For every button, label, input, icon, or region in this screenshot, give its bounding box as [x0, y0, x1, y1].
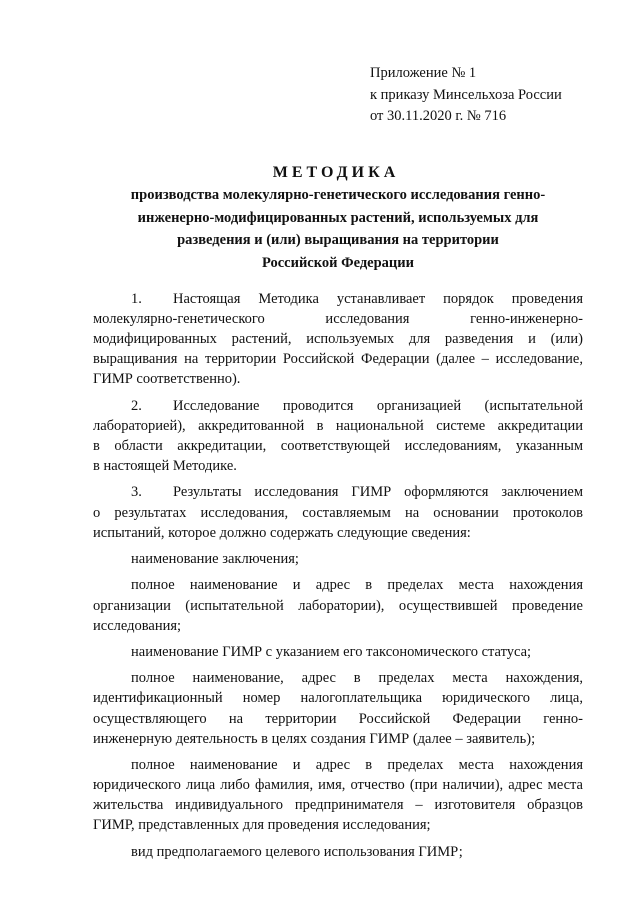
- list-item: [93, 575, 583, 635]
- text-line: наименование заключения;: [131, 551, 299, 568]
- subtitle-line: инженерно-модифицированных растений, используемых для: [137, 209, 539, 226]
- appendix-header: [370, 63, 562, 128]
- text-line: в области аккредитации, соответствующей исследованиям, указанным: [93, 437, 583, 454]
- paragraph-1: [93, 289, 583, 389]
- document-title: МЕТОДИКА: [272, 164, 400, 181]
- list-item: [93, 755, 583, 835]
- text-line: в настоящей Методике.: [93, 458, 237, 475]
- appendix-line: к приказу Минсельхоза России: [370, 86, 562, 103]
- text-line: полное наименование и адрес в пределах места нахождения: [131, 577, 583, 594]
- text-line: полное наименование, адрес в пределах места нахождения,: [131, 670, 583, 687]
- appendix-line: от 30.11.2020 г. № 716: [370, 108, 507, 124]
- text-line: жительства индивидуального предпринимателя – изготовителя образцов: [93, 797, 583, 814]
- text-line: организации (испытательной лаборатории), осуществившей проведение: [93, 597, 583, 614]
- text-line: исследования;: [93, 617, 182, 634]
- paragraph-number: 2.: [131, 397, 142, 414]
- text-line: инженерную деятельность в целях создания ГИМР (далее – заявитель);: [93, 730, 536, 747]
- text-line: молекулярно-генетического исследования генно-инженерно-: [93, 311, 583, 328]
- text-line: идентификационный номер налогоплательщика юридического лица,: [93, 690, 583, 707]
- subtitle-line: разведения и (или) выращивания на территории: [177, 232, 499, 248]
- text-line: юридического лица либо фамилия, имя, отчество (при наличии), адрес места: [93, 777, 583, 794]
- document-subtitle: [96, 184, 580, 274]
- paragraph-2: [93, 396, 583, 476]
- text-line: Результаты исследования ГИМР оформляются заключением: [173, 484, 583, 501]
- appendix-line: Приложение № 1: [370, 65, 477, 81]
- list-item: [93, 668, 583, 748]
- document-body: [93, 289, 583, 862]
- text-line: лабораторией), аккредитованной в национальной системе аккредитации: [93, 417, 583, 434]
- list-item: [93, 642, 583, 662]
- text-line: Настоящая Методика устанавливает порядок проведения: [173, 291, 583, 307]
- list-item: [93, 549, 583, 569]
- subtitle-line: производства молекулярно-генетического исследования генно-: [130, 187, 546, 203]
- text-line: выращивания на территории Российской Федерации (далее – исследование,: [93, 351, 583, 368]
- text-line: ГИМР соответственно).: [93, 371, 241, 388]
- paragraph-number: 1.: [131, 291, 142, 307]
- subtitle-line: Российской Федерации: [261, 254, 414, 271]
- text-line: модифицированных растений, используемых для разведения и (или): [93, 331, 583, 348]
- paragraph-3: [93, 482, 583, 542]
- text-line: испытаний, которое должно содержать следующие сведения:: [93, 524, 471, 541]
- text-line: полное наименование и адрес в пределах места нахождения: [131, 757, 583, 774]
- text-line: наименование ГИМР с указанием его таксономического статуса;: [131, 643, 532, 660]
- text-line: ГИМР, представленных для проведения исследования;: [93, 817, 431, 834]
- text-line: Исследование проводится организацией (испытательной: [173, 397, 583, 414]
- text-line: вид предполагаемого целевого использования ГИМР;: [131, 843, 463, 860]
- paragraph-number: 3.: [131, 484, 142, 501]
- text-line: осуществляющего на территории Российской Федерации генно-: [93, 710, 583, 727]
- text-line: о результатах исследования, составляемым на основании протоколов: [93, 504, 583, 521]
- list-item: [93, 842, 583, 862]
